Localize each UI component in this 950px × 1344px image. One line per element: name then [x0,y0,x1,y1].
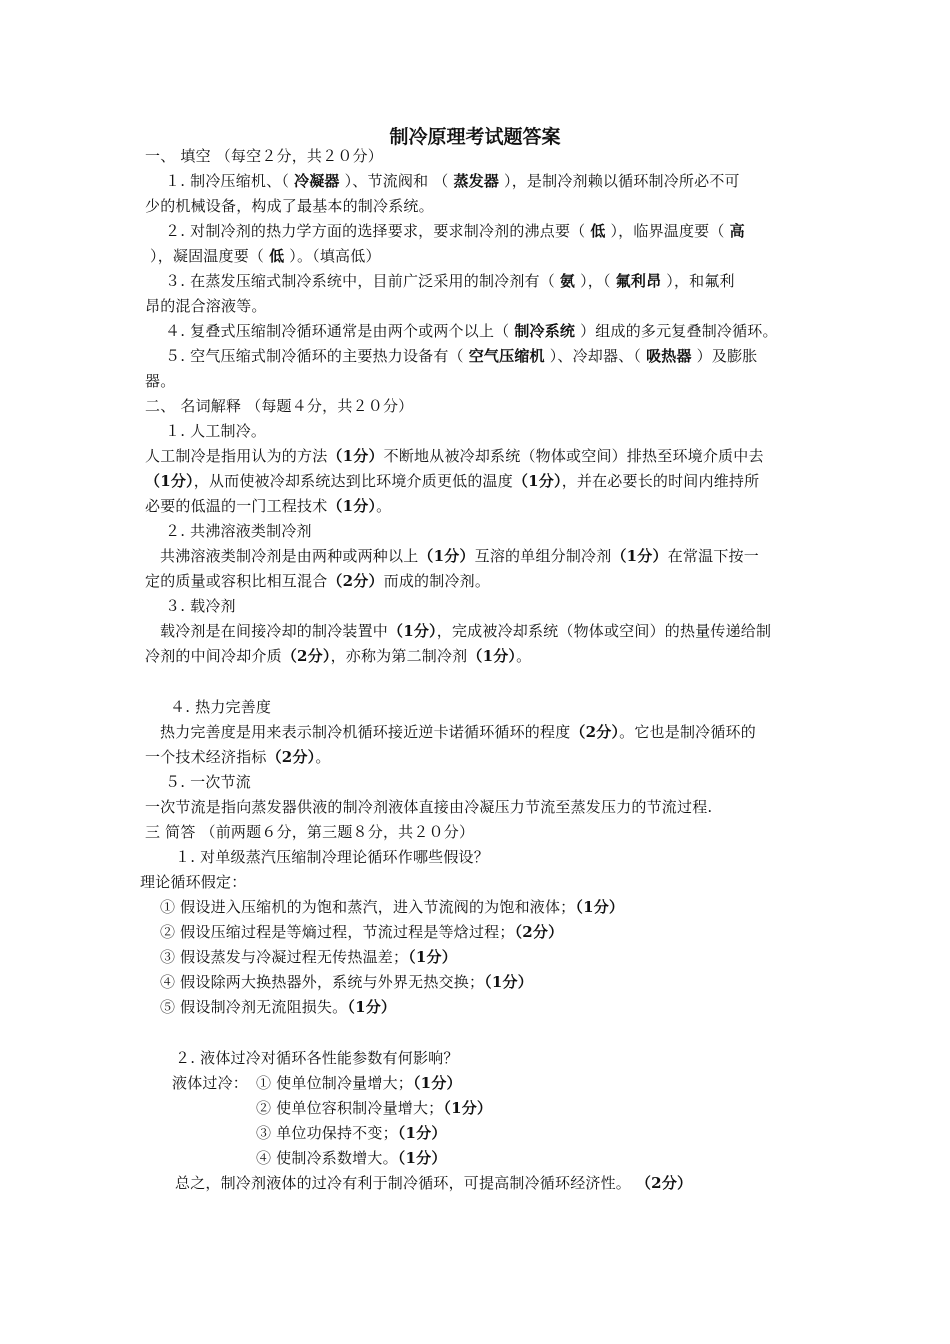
section-1-heading: 一、 填空 （每空２分，共２０分） [145,147,383,165]
answer-low-1: 低 [590,222,606,240]
answer-ammonia: 氨 [559,272,576,290]
effect-4: ④ 使制冷系数增大。（1分） [256,1149,447,1167]
section-2-heading: 二、 名词解释 （每题４分，共２０分） [145,397,414,415]
answer-high: 高 [729,222,745,240]
assumption-2: ② 假设压缩过程是等熵过程，节流过程是等焓过程；（2分） [160,923,564,941]
term-2-line-2: 定的质量或容积比相互混合（2分）而成的制冷剂。 [145,572,491,590]
term-2-title: ２. 共沸溶液类制冷剂 [165,522,312,540]
term-1-line-2: （1分），从而使被冷却系统达到比环境介质更低的温度（1分），并在必要长的时间内维持所 [145,472,760,490]
short-answer-q1-lead: 理论循环假定： [140,873,247,891]
section-3-heading: 三 简答 （前两题６分，第三题８分，共２０分） [145,823,475,841]
q2-line-2: ），凝固温度要（ 低 ）。（填高低） [150,247,381,265]
short-answer-q2-lead: 液体过冷： [172,1074,249,1092]
assumption-1: ① 假设进入压缩机的为饱和蒸汽，进入节流阀的为饱和液体；（1分） [160,898,625,916]
assumption-5: ⑤ 假设制冷剂无流阻损失。（1分） [160,998,397,1016]
effect-1: ① 使单位制冷量增大；（1分） [256,1074,462,1092]
term-4-title: ４. 热力完善度 [170,698,272,716]
answer-evaporator: 蒸发器 [453,172,500,190]
q2-line-1: ２. 对制冷剂的热力学方面的选择要求，要求制冷剂的沸点要（ 低 ），临界温度要（ 高 [165,222,745,240]
assumption-3: ③ 假设蒸发与冷凝过程无传热温差；（1分） [160,948,457,966]
answer-low-2: 低 [269,247,285,265]
answer-heat-absorber: 吸热器 [646,347,692,365]
answer-refrigeration-system: 制冷系统 [514,322,576,340]
summary-line: 总之，制冷剂液体的过冷有利于制冷循环，可提高制冷循环经济性。 （2分） [175,1174,693,1192]
term-1-line-1: 人工制冷是指用认为的方法（1分）不断地从被冷却系统（物体或空间）排热至环境介质中去 [145,447,764,465]
document-title: 制冷原理考试题答案 [389,126,561,148]
assumption-4: ④ 假设除两大换热器外，系统与外界无热交换；（1分） [160,973,533,991]
effect-3: ③ 单位功保持不变；（1分） [256,1124,447,1142]
term-3-line-1: 载冷剂是在间接冷却的制冷装置中（1分），完成被冷却系统（物体或空间）的热量传递给制 [160,622,772,640]
term-2-line-1: 共沸溶液类制冷剂是由两种或两种以上（1分）互溶的单组分制冷剂（1分）在常温下按一 [160,547,759,565]
answer-condenser: 冷凝器 [294,172,340,190]
q3-line-2: 昂的混合溶液等。 [145,297,267,315]
q1-line-1: １. 制冷压缩机、（ 冷凝器 ）、节流阀和 （ 蒸发器 ），是制冷剂赖以循环制冷所必不可 [165,172,740,190]
term-1-title: １. 人工制冷。 [165,422,267,440]
term-4-line-1: 热力完善度是用来表示制冷机循环接近逆卡诺循环循环的程度（2分）。它也是制冷循环的 [160,723,756,741]
q4-line-1: ４. 复叠式压缩制冷循环通常是由两个或两个以上（ 制冷系统 ）组成的多元复叠制冷循环。 [165,322,778,340]
term-5-title: ５. 一次节流 [165,773,251,791]
q5-line-2: 器。 [145,372,176,390]
short-answer-q1: １. 对单级蒸汽压缩制冷理论循环作哪些假设？ [175,848,489,866]
q3-line-1: ３. 在蒸发压缩式制冷系统中，目前广泛采用的制冷剂有（ 氨 ），（ 氟利昂 ），和氟利 [165,272,735,290]
q5-line-1: ５. 空气压缩式制冷循环的主要热力设备有（ 空气压缩机 ）、冷却器、（ 吸热器 ）及膨胀 [165,347,758,365]
term-5-line-1: 一次节流是指向蒸发器供液的制冷剂液体直接由冷凝压力节流至蒸发压力的节流过程. [145,798,713,816]
term-4-line-2: 一个技术经济指标（2分）。 [145,748,331,766]
q1-line-2: 少的机械设备，构成了最基本的制冷系统。 [145,197,434,215]
answer-air-compressor: 空气压缩机 [468,347,545,365]
term-1-line-3: 必要的低温的一门工程技术（1分）。 [145,497,392,515]
answer-freon: 氟利昂 [615,272,662,290]
effect-2: ② 使单位容积制冷量增大；（1分） [256,1099,493,1117]
term-3-title: ３. 载冷剂 [165,597,236,615]
short-answer-q2: ２. 液体过冷对循环各性能参数有何影响？ [175,1049,459,1067]
term-3-line-2: 冷剂的中间冷却介质（2分），亦称为第二制冷剂（1分）。 [145,647,532,665]
